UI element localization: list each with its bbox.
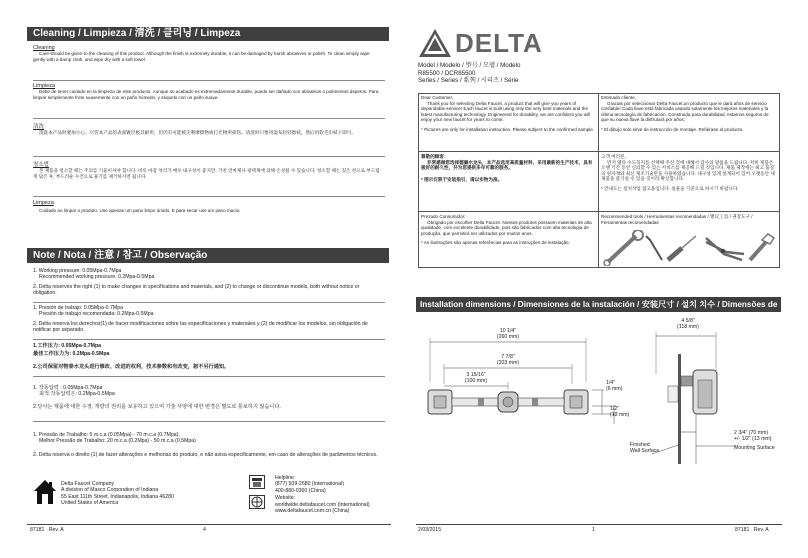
website-china[interactable]: www.deltafaucet.com.cn (China) <box>275 508 350 515</box>
divider <box>33 196 385 197</box>
doc-number: 87181 <box>735 527 750 533</box>
cleaning-en-title: Cleaning <box>33 45 55 51</box>
company-info <box>61 481 231 507</box>
intro-col-divider <box>598 93 599 268</box>
wrench-icon <box>604 230 643 266</box>
footer-rule <box>416 524 782 525</box>
dim-half-inch-mm: (13 mm) <box>610 412 630 418</box>
cleaning-zh <box>33 122 383 136</box>
divider <box>33 118 385 119</box>
model-numbers: R85500 / DCR85500 <box>418 69 476 77</box>
note-pt-1b: Melhor Pressão de Trabalho: 20 m.c.a (0.2Mpa) - 50 m.c.a (0.5Mpa) <box>39 438 196 445</box>
note-ko-2: 2.당사는 제품에 대한 수정, 개량의 권리를 보유하고 있으며 기술 사양에 대한 변경은 별도로 통보하지 않습니다. <box>33 403 281 410</box>
adjustable-wrench-icon <box>750 234 774 260</box>
divider <box>418 211 598 212</box>
revision: Rev. A <box>48 527 64 533</box>
note-zh <box>33 343 383 370</box>
dim-center-mm: (203 mm) <box>496 360 520 366</box>
company-name: Delta Faucet Company <box>61 481 115 487</box>
dim-depth <box>668 318 708 330</box>
intro-en-text: Thank you for selecting Delta Faucet, a product that will give you years of dependable service! Each faucet is built using only the very best materials and the latest manufacturing technology. Engineered for durability, we are confident you will enjoy your new faucet for years to come. <box>421 100 591 123</box>
tools-title: Recommended tools / Herramientas recomendadas / 建议工具 / 권장도구 / Ferramentas recomendadas <box>601 214 753 225</box>
dim-offset-half <box>610 406 634 418</box>
cleaning-section <box>33 45 383 62</box>
helpline <box>275 475 395 514</box>
note-ko-1b: 최적 작동압력은: 0.2Mpa-0.5Mpa <box>39 391 115 398</box>
model-info <box>418 62 618 85</box>
dim-offset-mm: (6 mm) <box>606 386 623 392</box>
series-line: Series / Series / 系列 / 시리즈 / Série <box>418 77 519 85</box>
install-diagram <box>416 314 782 514</box>
right-date: 2/03/2015 <box>418 527 442 533</box>
intro-ko-note: * 안내도는 설치작업 참고용입니다. 실물을 기준으로 하시기 바랍니다. <box>601 185 739 191</box>
note-es-2: 2. Delta reserva los derechos(1) de hacer modificaciones sobre las especificaciones y materiales y (2) de modificar los modelos, sin obligación de notificar por separado. <box>33 320 368 334</box>
cleaning-zh-title: 清洗 <box>33 124 45 130</box>
helpline-intl: (877) 509-2680 (International) <box>275 481 344 488</box>
divider <box>33 339 385 340</box>
company-division: A division of Masco Corporation of Indiana <box>61 487 159 494</box>
dim-offset-in: 1/4" <box>606 380 616 386</box>
delta-logo-text: DELTA <box>455 28 543 58</box>
intro-ko-text: 먼저 델타 수도꼭지를 선택해 주신 것에 대해서 감사의 말씀을 드립니다. 저희 제품은 오랜 기간 동안 신뢰할 수 있는 서비스를 제공해 드릴 것입니다. 제품 제작에는 최고 품질의 원자재와 최신 제조기술만을 사용하였습니다. 내구성 있게 설계되어 있어 오랫동안 새 제품을 즐기실 수 있을 것이라 확신합니다. <box>601 159 775 182</box>
intro-ko-title: 고객 여러분, <box>601 154 626 159</box>
note-zh-1b: 最佳工作压力为: 0.2Mpa-0.5Mpa <box>33 351 110 358</box>
dim-overall-mm: (260 mm) <box>496 334 520 340</box>
intro-pt-title: Prezado Consumidor: <box>421 214 466 219</box>
left-page-number: 4 <box>203 527 206 533</box>
dim-half-in: 3 15/16" <box>466 372 486 378</box>
footer-rule <box>27 524 391 525</box>
screwdriver-icon <box>668 236 696 260</box>
globe-icon <box>249 495 265 509</box>
house-icon <box>33 479 57 505</box>
cleaning-es-text: Debe de tener cuidado en la limpieza de este producto. Aunque su acabado es extremadamente durable, puede ser dañado con abrasivos o pulimentos ásperos. Para limpiar simplemente frote suavemente con un paño húmedo, y séquelo con un paño suave. <box>33 89 379 100</box>
company-address: 55 East 111th Street, Indianapolis, Indiana 46280 <box>61 493 174 500</box>
cleaning-header: Cleaning / Limpieza / 清洗 / 클리닝 / Limpeza <box>27 27 389 41</box>
note-pt-1: 1. Pressão de Trabalho: 5 m.c.a (0.05Mpa) - 70 m.c.a (0.7Mpa), <box>33 432 180 438</box>
note-en-1b: Recommended working pressure: 0.2Mpa-0.5Mpa <box>39 274 155 281</box>
right-doc-no <box>735 527 769 533</box>
dim-depth-in: 4 5/8" <box>681 318 695 324</box>
cleaning-ko-title: 청소법 <box>33 162 49 168</box>
note-ko <box>33 385 383 410</box>
cleaning-pt-text: Cuidado ao limpar o produto. Use apenas um pano limpo úmido. E para secar use um pano macio. <box>39 208 241 213</box>
dim-mounting-depth <box>734 430 784 442</box>
note-en-2: 2. Delta reserves the right (1) to make changes in specifications and materials, and (2) to change or discontinue models, both without notice or obligation. <box>33 283 360 297</box>
note-es <box>33 305 383 334</box>
cleaning-zh-text: 清洗本产品时要加小心。尽管本产品的表面镀层极其耐用，但仍有可能被尖利摩擦物或打光物所损伤。清洗时只要用湿布轻轻擦拭，然后用软毛巾拭干即可。 <box>39 130 356 135</box>
cleaning-en-text: Care should be given to the cleaning of this product. Although the finish is extremely durable, it can be damaged by harsh abrasives or polish. To clean simply wipe gently with a damp cloth, and wipe dry with a soft towel. <box>33 51 370 62</box>
divider <box>33 302 385 303</box>
note-zh-2: 2.公司保留对物泰水龙头进行修改、改进的权利，技术参数和有改变，恕不另行通知。 <box>33 363 230 370</box>
note-pt-2: 2. Delta reserva o direito (1) de fazer alterações e melhorias do produto, e não avisa especificamente, em caso de alterações de parâmetros técnicos. <box>33 451 378 458</box>
dim-offset-small <box>606 380 628 392</box>
website-title: Website: <box>275 495 296 502</box>
finished-wall-label <box>630 442 670 454</box>
divider <box>33 80 385 81</box>
intro-pt-note: * As ilustrações são apenas referências para as instruções de instalação. <box>421 240 570 246</box>
intro-es <box>601 95 777 133</box>
install-header: Installation dimensions / Dimensiones de la instalación / 安装尺寸 / 설치 치수 / Dimensões de instalação <box>416 297 781 312</box>
cleaning-pt-title: Limpeza <box>33 200 54 206</box>
cleaning-ko <box>33 160 383 179</box>
dim-half-mm: (100 mm) <box>464 378 488 384</box>
intro-en-title: Dear Customer, <box>421 95 454 100</box>
dim-half-inch: 1/2" <box>610 406 620 412</box>
revision: Rev. A <box>753 527 769 533</box>
company-country: United States of America <box>61 500 119 507</box>
note-pt <box>33 432 383 458</box>
cleaning-es <box>33 83 383 100</box>
doc-number: 87181 <box>30 527 45 533</box>
intro-zh <box>421 154 595 182</box>
divider <box>33 156 385 157</box>
website-intl[interactable]: worldwide.deltafaucet.com (International) <box>275 501 370 508</box>
divider <box>598 211 780 212</box>
dim-mounting-in: 2 3/4" (70 mm) <box>734 430 769 436</box>
intro-pt <box>421 214 595 246</box>
hex-key-icon <box>646 236 662 260</box>
dim-overall-width <box>488 328 528 340</box>
left-doc-no <box>30 527 64 533</box>
helpline-china: 400-880-0360 (China) <box>275 487 326 494</box>
divider <box>418 151 598 152</box>
note-es-1: 1. Presión de trabajo: 0.05Mpa-0.7Mpa <box>33 305 123 311</box>
note-zh-1: 1.工作压力: 0.05Mpa-0.7Mpa <box>33 343 102 349</box>
note-ko-1: 1. 작동압력 : 0.05Mpa-0.7Mpa <box>33 385 103 391</box>
dim-mounting-tol: +/- 1/2" (13 mm) <box>734 436 772 442</box>
dim-overall-in: 10 1/4" <box>499 328 517 334</box>
intro-pt-text: Obrigado por escolher Delta Faucet. Nossos produtos possuem materiais de alta qualidade, com excelente durabilidade, pois são fabricados com alta tecnologia de produção, que permitirá ser utilizados por muitos anos. <box>421 219 592 236</box>
intro-ko <box>601 154 777 192</box>
intro-zh-note: * 图示仅限于安装指引，请以实物为准。 <box>421 176 503 182</box>
note-header: Note / Nota / 注意 / 참고 / Observação <box>27 248 389 263</box>
note-en <box>33 268 383 297</box>
divider <box>33 421 385 422</box>
dim-center-in: 7 7/8" <box>501 354 515 360</box>
divider <box>598 151 780 152</box>
mounting-surface-label: Mounting Surface <box>734 445 775 451</box>
helpline-title: Helpline: <box>275 475 296 481</box>
dim-half-width <box>456 372 496 384</box>
intro-es-note: * El dibujo solo sirve de instrucción de montaje. Refiérase al producto. <box>601 126 744 132</box>
delta-logo-icon <box>418 28 452 58</box>
intro-zh-text: 非常感谢您选择德廉水龙头，本产品选用高质量材料，采用最新的生产技术，具有极好的耐久性，并为您提供多年可靠的服务。 <box>421 159 593 171</box>
cleaning-es-title: Limpieza <box>33 83 56 89</box>
dim-depth-mm: (118 mm) <box>677 324 699 330</box>
finished-wall-1: Finished <box>630 442 650 448</box>
cleaning-ko-text: 본 제품을 청소할 때는 주의를 기울이셔야 합니다. 비록 마감 처리가 매우 내구성이 좋지만, 거친 연마제나 광택제에 의해 손상될 수 있습니다. 청소할 때는 젖은 천으로 부드럽게 닦은 후, 부드러운 수건으로 물기를 제거하시면 됩니다. <box>33 168 380 179</box>
model-line: Model / Modelo / 型号 / 모델 / Modelo <box>418 62 521 69</box>
note-es-1b: Presión de trabajo recomendada: 0.2Mpa-0.5Mpa <box>39 311 154 318</box>
intro-en <box>421 95 595 133</box>
right-page-number: 1 <box>592 527 595 533</box>
intro-es-text: Gracias por seleccionar Delta Faucet,un producto que le dará años de servicio confiable! Cada llave está fabricada usando solamente los mejores materiales y la última tecnología de fabricación. Construida para durabilidad, estamos seguros de que su nueva llave la disfrutará por años. <box>601 100 769 123</box>
phone-icon <box>249 475 265 489</box>
cleaning-pt <box>33 200 383 214</box>
intro-zh-title: 尊敬的顾客： <box>421 154 449 159</box>
note-en-1: 1. Working pressure: 0.05Mpa-0.7Mpa <box>33 268 122 274</box>
intro-en-note: * Pictures are only for installation instruction. Please subject to the confirmed sample. <box>421 126 595 132</box>
intro-es-title: Estimado cliente, <box>601 95 636 100</box>
dim-center-width <box>488 354 528 366</box>
finished-wall-2: Wall Surface <box>630 448 660 454</box>
pliers-icon <box>706 238 744 260</box>
tools-illustration <box>602 230 777 266</box>
divider <box>33 376 385 377</box>
